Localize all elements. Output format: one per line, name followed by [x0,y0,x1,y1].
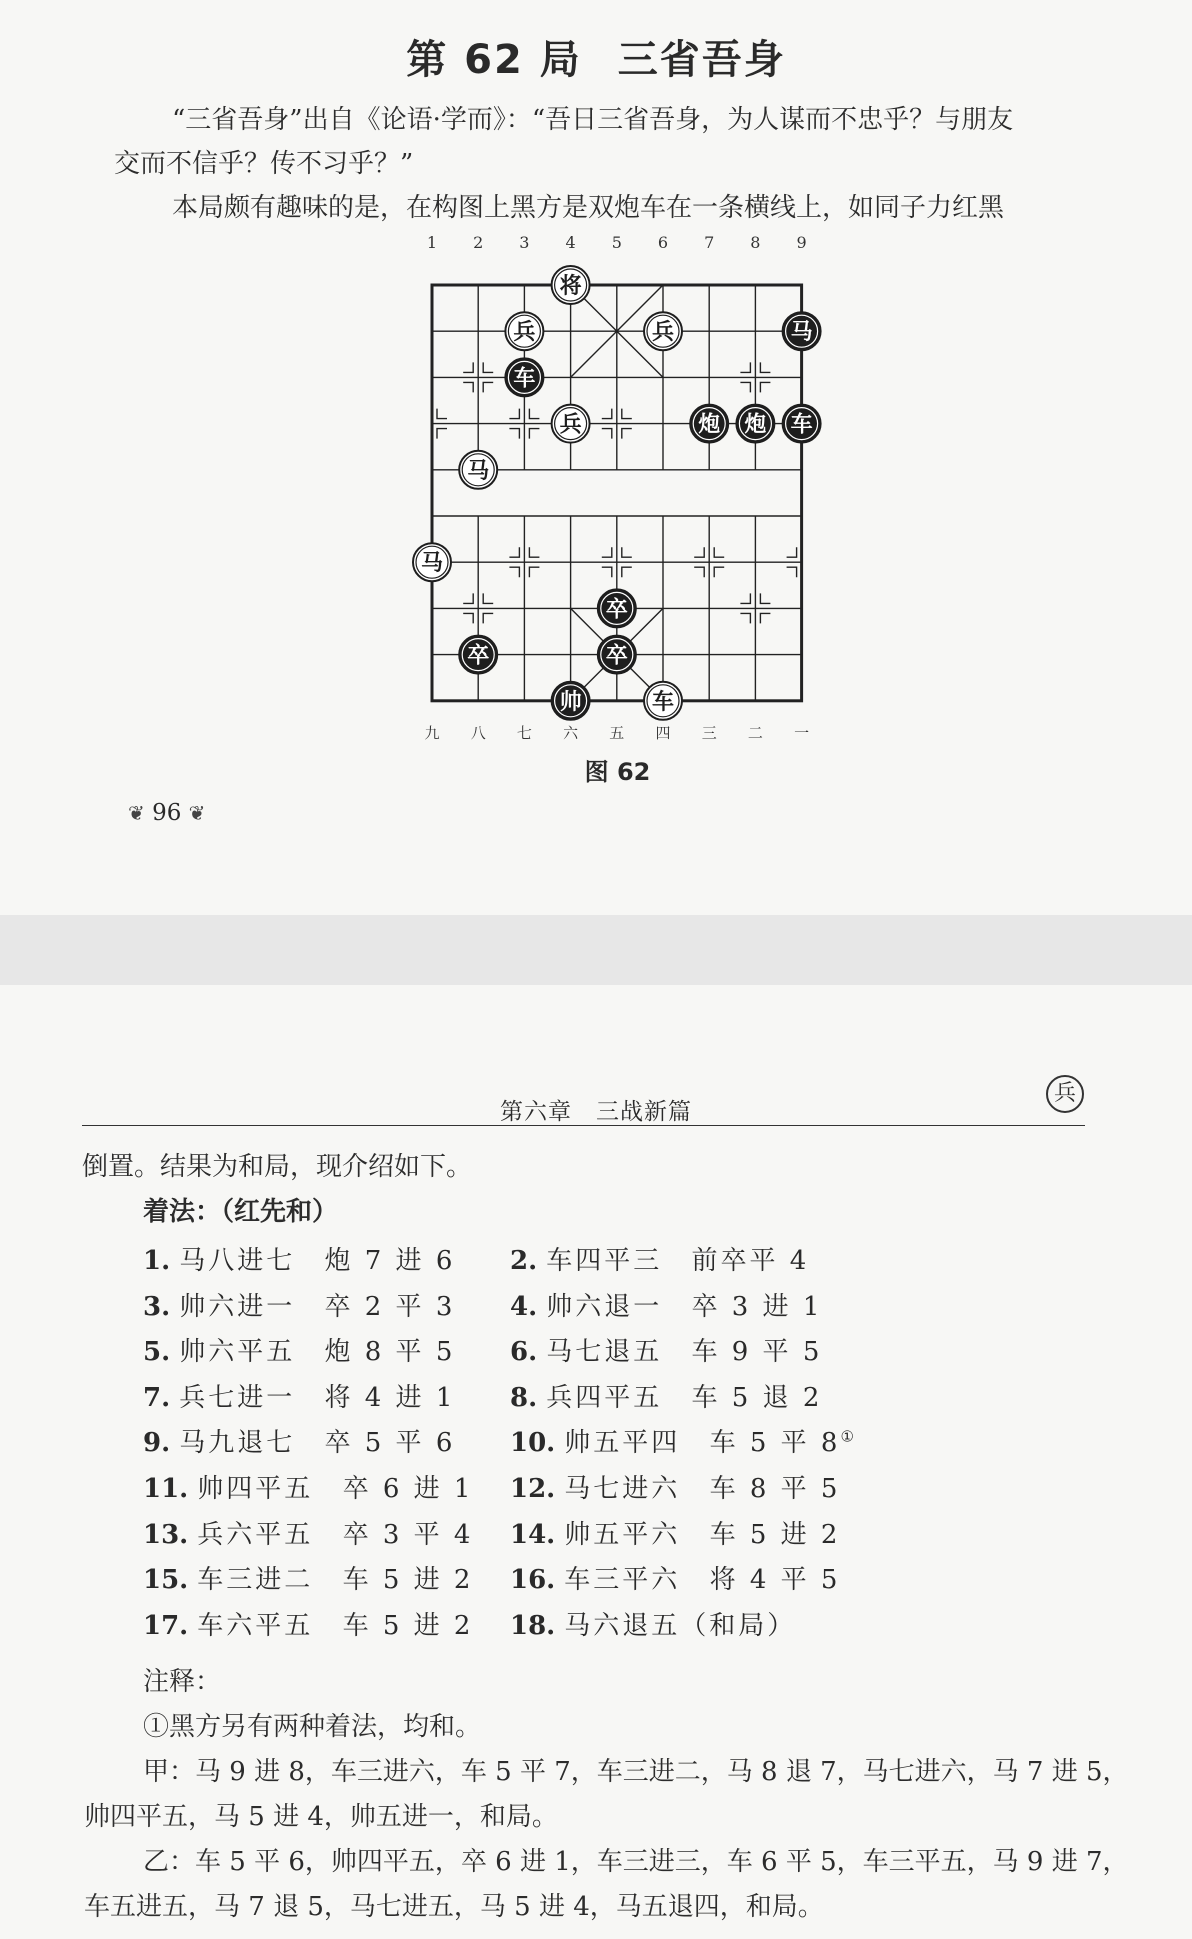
position-mark [622,409,632,419]
black-move: 将 4 平 5 [698,1565,841,1596]
red-move: 兵四平五 [546,1382,663,1413]
position-mark [509,547,519,557]
move-number: 3. [143,1291,180,1322]
file-number-top: 7 [704,233,715,252]
red-piece [552,405,590,443]
file-number-top: 3 [519,233,530,252]
intro-line-3: 本局颇有趣味的是，在构图上黑方是双炮车在一条横线上，如同子力红黑 [172,193,1005,223]
move-number: 4. [510,1291,547,1322]
red-move: 马九退七 [179,1428,296,1459]
move-number: 9. [143,1428,180,1459]
red-move: 兵七进一 [179,1382,296,1413]
red-move: 马七进六 [564,1473,681,1504]
black-piece [736,405,774,443]
move-number: 13. [143,1519,198,1550]
note-jia-line-2: 帅四平五，马 5 进 4，帅五进一，和局。 [84,1802,558,1832]
move-item [510,1377,822,1414]
position-mark [602,409,612,419]
position-mark [760,613,770,623]
position-mark [529,429,539,439]
piece-label: 马 [790,320,813,346]
file-number-top: 4 [565,233,576,252]
black-piece [505,358,543,396]
position-mark [740,613,750,623]
move-number: 14. [510,1519,565,1550]
file-number-top: 9 [796,233,807,252]
position-mark [760,382,770,392]
file-number-bottom: 六 [563,724,579,742]
position-mark [463,613,473,623]
position-mark [622,567,632,577]
file-number-bottom: 五 [609,724,625,742]
piece-label: 车 [513,366,536,392]
note-1: ①黑方另有两种着法，均和。 [143,1712,482,1742]
red-piece [644,312,682,350]
red-piece [505,312,543,350]
move-item [510,1559,840,1596]
black-piece [598,589,636,627]
file-number-top: 8 [750,233,761,252]
black-piece [690,405,728,443]
black-piece [459,636,497,674]
move-item [143,1468,473,1505]
move-item [143,1331,455,1368]
move-row [143,1240,1093,1286]
piece-label: 将 [559,274,582,299]
red-move: 车三进二 [197,1565,314,1596]
position-mark [760,362,770,372]
ornament-left-icon: ❦ [128,801,145,825]
position-mark [483,593,493,603]
position-mark [622,547,632,557]
move-item [143,1377,455,1414]
move-item [143,1286,455,1323]
move-row [143,1331,1093,1377]
black-move: 卒 2 平 3 [313,1291,456,1322]
red-move: 帅六平五 [179,1337,296,1368]
move-number: 7. [143,1382,180,1413]
position-mark [602,547,612,557]
black-move: 卒 3 进 1 [680,1291,823,1322]
position-mark [622,429,632,439]
xiangqi-board-diagram [390,230,840,750]
piece-label: 兵 [651,320,675,346]
position-mark [694,567,704,577]
position-mark [509,409,519,419]
page-number-value: 96 [152,800,182,826]
book-page-97 [0,985,1192,1939]
move-item [143,1422,455,1459]
piece-label: 车 [651,689,675,715]
red-move: 帅五平六 [564,1519,681,1550]
position-mark [694,547,704,557]
intro-line-1: “三省吾身”出自《论语·学而》：“吾日三省吾身，为人谋而不忠乎？与朋友 [172,105,1014,135]
game-number: 第 62 局 [406,37,582,83]
position-mark [437,429,447,439]
black-move: 车 5 平 8 [698,1428,841,1459]
continuation-text: 倒置。结果为和局，现介绍如下。 [82,1152,473,1182]
file-number-bottom: 二 [747,724,763,742]
move-item [510,1605,796,1642]
move-item [510,1331,822,1368]
move-number: 16. [510,1565,565,1596]
piece-label: 马 [420,551,444,577]
position-mark [483,613,493,623]
move-number: 15. [143,1565,198,1596]
red-piece [552,266,590,304]
file-number-top: 6 [657,233,669,252]
footnote-mark: ① [840,1427,857,1446]
move-number: 17. [143,1610,198,1641]
move-number: 8. [510,1382,547,1413]
position-mark [437,409,447,419]
black-move: 将 4 进 1 [313,1382,456,1413]
piece-label: 卒 [605,643,628,669]
position-mark [714,547,724,557]
move-row [143,1422,1093,1468]
red-move: 车三平六 [564,1565,681,1596]
red-move: 兵六平五 [197,1519,314,1550]
position-mark [787,567,797,577]
black-move: 炮 8 平 5 [313,1337,456,1368]
red-move: 车六平五 [197,1610,314,1641]
move-number: 2. [510,1246,547,1276]
red-move: 马七退五 [546,1337,663,1368]
move-item [143,1514,473,1551]
position-mark [509,567,519,577]
red-move: 马八进七 [179,1246,296,1276]
black-piece [552,682,590,720]
position-mark [529,547,539,557]
move-number: 11. [143,1473,198,1504]
file-number-top: 1 [426,233,438,252]
position-mark [740,382,750,392]
position-mark [529,409,539,419]
piece-label: 帅 [559,689,582,715]
move-item [143,1240,455,1277]
piece-label: 车 [790,412,813,438]
position-mark [787,547,797,557]
black-move: 炮 7 进 6 [313,1246,456,1276]
move-row [143,1605,1093,1651]
position-mark [714,567,724,577]
game-title [0,28,1192,85]
black-piece [783,312,821,350]
file-number-top: 2 [473,233,484,252]
position-mark [740,362,750,372]
file-number-bottom: 四 [655,724,671,742]
black-move: 车 5 进 2 [331,1565,474,1596]
red-move: 马六退五（和局） [564,1610,797,1641]
piece-label: 卒 [467,643,490,669]
black-move: 车 8 平 5 [698,1473,841,1504]
move-item [510,1422,857,1459]
black-move: 车 5 退 2 [680,1382,823,1413]
black-move: 车 9 平 5 [680,1337,823,1368]
red-move: 车四平三 [546,1246,663,1276]
position-mark [602,567,612,577]
move-row [143,1286,1093,1332]
piece-label: 炮 [744,412,767,438]
move-number: 1. [143,1246,180,1276]
move-number: 10. [510,1428,565,1459]
position-mark [529,567,539,577]
red-move: 帅四平五 [197,1473,314,1504]
position-mark [483,362,493,372]
game-name: 三省吾身 [617,37,786,83]
move-row [143,1377,1093,1423]
header-rule [82,1125,1085,1126]
file-number-bottom: 三 [701,724,717,742]
position-mark [463,362,473,372]
position-mark [463,382,473,392]
file-number-bottom: 八 [470,724,486,742]
position-mark [509,429,519,439]
piece-label: 马 [467,458,490,484]
black-move: 车 5 进 2 [331,1610,474,1641]
position-mark [463,593,473,603]
move-number: 5. [143,1337,180,1368]
move-item [143,1559,473,1596]
move-row [143,1559,1093,1605]
piece-label: 兵 [559,412,582,438]
move-number: 18. [510,1610,565,1641]
notes-heading: 注释： [143,1667,222,1697]
book-page-96 [0,0,1192,915]
piece-label: 兵 [513,320,536,346]
red-piece [459,451,497,489]
file-number-top: 5 [611,233,622,252]
note-jia-line-1: 甲：马 9 进 8，车三进六，车 5 平 7，车三进二，马 8 退 7，马七进六，马 7 进 5， [143,1757,1129,1787]
file-number-bottom: 一 [794,724,810,742]
black-move: 卒 3 平 4 [331,1519,474,1550]
figure-caption: 图 62 [584,758,651,786]
position-mark [483,382,493,392]
page-number [128,800,205,826]
position-mark [602,429,612,439]
move-item [510,1514,840,1551]
move-item [510,1286,822,1323]
piece-label: 炮 [698,412,721,438]
moves-heading: 着法：（红先和） [143,1197,339,1227]
black-move: 卒 6 进 1 [331,1473,474,1504]
black-move: 卒 5 平 6 [313,1428,456,1459]
red-piece [644,682,682,720]
black-piece [598,636,636,674]
move-item [143,1605,473,1642]
note-yi-line-2: 车五进五，马 7 退 5，马七进五，马 5 进 4，马五退四，和局。 [84,1892,824,1922]
position-mark [740,593,750,603]
move-row [143,1514,1093,1560]
file-number-bottom: 九 [424,724,440,742]
move-item [510,1468,840,1505]
file-number-bottom: 七 [516,724,532,742]
piece-label: 卒 [605,597,628,623]
chapter-badge-icon: 兵 [1046,1075,1084,1113]
red-move: 帅六退一 [546,1291,663,1322]
move-number: 12. [510,1473,565,1504]
black-piece [783,405,821,443]
moves-list [143,1240,1093,1650]
move-row [143,1468,1093,1514]
red-move: 帅五平四 [564,1428,681,1459]
running-head: 第六章 三战新篇 [500,1099,692,1125]
note-yi-line-1: 乙：车 5 平 6，帅四平五，卒 6 进 1，车三进三，车 6 平 5，车三平五，马 9 进 7， [143,1847,1129,1877]
black-move: 车 5 进 2 [698,1519,841,1550]
black-move: 前卒平 4 [680,1246,810,1276]
ornament-right-icon: ❦ [188,801,206,825]
move-item [510,1240,809,1277]
red-piece [413,543,451,581]
move-number: 6. [510,1337,547,1368]
position-mark [760,593,770,603]
red-move: 帅六进一 [179,1291,296,1322]
intro-line-2: 交而不信乎？传不习乎？” [114,149,414,179]
